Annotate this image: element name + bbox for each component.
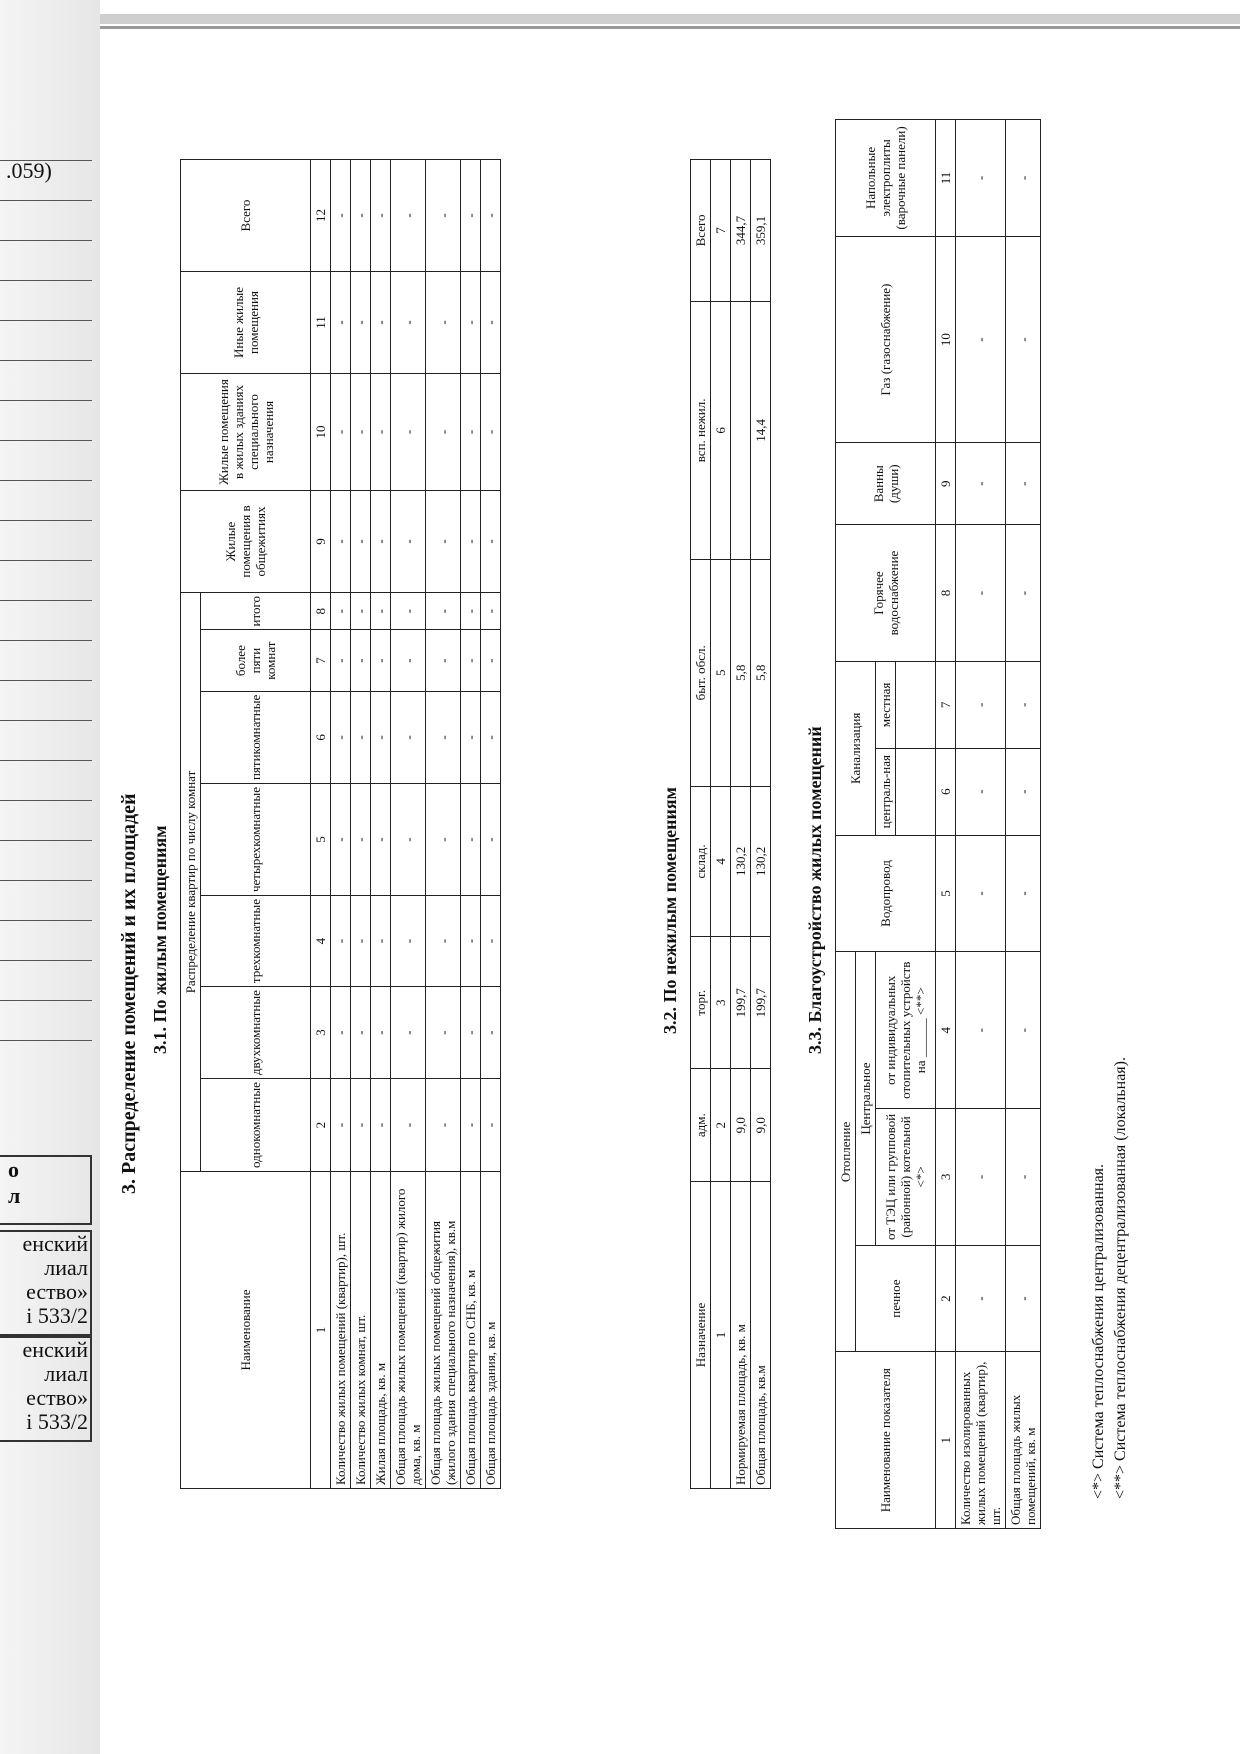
cell-value: - <box>426 784 461 896</box>
s33-h-name: Наименование показателя <box>836 1352 936 1529</box>
cell-value: - <box>461 896 481 987</box>
cell-value: - <box>461 593 481 630</box>
row-name: Общая площадь, кв.м <box>751 1182 771 1489</box>
cell-value: - <box>351 593 371 630</box>
s32-h: всп. нежил. <box>691 301 711 559</box>
row-name: Общая площадь здания, кв. м <box>481 1172 501 1489</box>
s33-table <box>835 119 1041 1529</box>
cell-value: - <box>1006 120 1041 237</box>
num: 4 <box>311 896 331 987</box>
row-name: Количество жилых помещений (квартир), шт. <box>331 1172 351 1489</box>
s33-h-water: Водопровод <box>836 835 936 952</box>
fragment-line: ество» <box>26 1279 88 1304</box>
s33-h-tec: от ТЭЦ или групповой (районной) котельной <*> <box>876 1109 936 1246</box>
s31-num-row <box>311 160 331 1489</box>
s31-col: итого <box>201 593 311 630</box>
s31-table <box>180 159 501 1489</box>
num: 1 <box>311 1172 331 1489</box>
cell-value: - <box>371 987 391 1079</box>
table-row <box>751 160 771 1489</box>
fragment-line: енский <box>22 1231 88 1256</box>
num: 4 <box>936 952 956 1109</box>
s32-h: Всего <box>691 160 711 302</box>
s33-h-el: Напольные электроплиты (варочные панели) <box>836 120 936 237</box>
num: 4 <box>711 786 731 936</box>
s32-num-row <box>711 160 731 1489</box>
row-name: Общая площадь жилых помещений, кв. м <box>1006 1352 1041 1529</box>
cell-value: - <box>461 491 481 593</box>
cell-value: 130,2 <box>751 786 771 936</box>
cell-value: - <box>371 1079 391 1172</box>
cell-value: - <box>461 784 481 896</box>
cell-value: - <box>956 120 1006 237</box>
s33-h-heating: Отопление <box>836 952 856 1352</box>
cell-value: - <box>956 443 1006 525</box>
cell-value: - <box>331 896 351 987</box>
cell-value: - <box>461 987 481 1079</box>
cell-value: - <box>391 987 426 1079</box>
cell-value: 344,7 <box>731 160 751 302</box>
num: 10 <box>936 236 956 442</box>
cell-value: - <box>461 691 481 783</box>
num: 12 <box>311 160 331 272</box>
s33-h-bath: Ванны (души) <box>836 443 936 525</box>
num: 1 <box>936 1352 956 1529</box>
cell-value: - <box>351 160 371 272</box>
num: 8 <box>311 593 331 630</box>
s33-h-indiv: от индивидуальных отопительных устройств на ______ <**> <box>876 952 936 1109</box>
cell-value <box>731 301 751 559</box>
cell-value: - <box>956 1245 1006 1352</box>
s31-col: четырехкомнатные <box>201 784 311 896</box>
s31-h-total: Всего <box>181 160 311 272</box>
cell-value: - <box>391 160 426 272</box>
cell-value: - <box>481 896 501 987</box>
cell-value: 14,4 <box>751 301 771 559</box>
cell-value: - <box>481 593 501 630</box>
table-row <box>481 160 501 1489</box>
cell-value: - <box>371 374 391 491</box>
cell-value: - <box>956 1109 1006 1246</box>
s32-table <box>690 159 771 1489</box>
s33-title: 3.3. Благоустройство жилых помещений <box>805 726 825 1054</box>
cell-value: - <box>351 374 371 491</box>
cell-value: - <box>461 272 481 374</box>
cell-value: - <box>461 160 481 272</box>
cell-value: - <box>461 1079 481 1172</box>
cell-value: - <box>481 160 501 272</box>
cell-value: 9,0 <box>731 1069 751 1182</box>
cell-value: - <box>1006 661 1041 748</box>
cell-value: - <box>371 691 391 783</box>
footnote-2: <**> Система теплоснабжения децентрализованная (локальная). <box>1112 1057 1129 1499</box>
cell-value: - <box>391 272 426 374</box>
num: 6 <box>311 691 331 783</box>
cell-value: - <box>956 236 1006 442</box>
cell-value: - <box>956 835 1006 952</box>
cell-value: - <box>956 748 1006 835</box>
cell-value: - <box>426 160 461 272</box>
row-name: Общая площадь квартир по СНБ, кв. м <box>461 1172 481 1489</box>
s33-h-central: Центральное <box>856 952 876 1245</box>
cell-value: - <box>1006 1245 1041 1352</box>
cell-value: - <box>1006 443 1041 525</box>
cell-value: - <box>351 491 371 593</box>
s32-h: торг. <box>691 937 711 1069</box>
cell-value: - <box>481 630 501 691</box>
num: 2 <box>311 1079 331 1172</box>
cell-value: - <box>351 1079 371 1172</box>
cell-value: - <box>1006 835 1041 952</box>
cell-value: 5,8 <box>731 559 751 786</box>
cell-value: - <box>1006 952 1041 1109</box>
s31-h-dorm: Жилые помещения в общежитиях <box>181 491 311 593</box>
ref-fragment: .059) <box>6 158 52 183</box>
s33-h-hot: Горячее водоснабжение <box>836 525 936 662</box>
cell-value: - <box>461 374 481 491</box>
cell-value: - <box>481 491 501 593</box>
cell-value: - <box>956 952 1006 1109</box>
table-row <box>351 160 371 1489</box>
table-row <box>391 160 426 1489</box>
cell-value: - <box>426 272 461 374</box>
row-name: Общая площадь жилых помещений общежития (жилого здания специального назначения), кв.м <box>426 1172 461 1489</box>
cell-value: - <box>331 160 351 272</box>
num: 5 <box>711 559 731 786</box>
num: 6 <box>936 748 956 835</box>
cell-value: - <box>371 593 391 630</box>
num: 3 <box>936 1109 956 1246</box>
cell-value: - <box>391 691 426 783</box>
table-row <box>461 160 481 1489</box>
s31-title: 3.1. По жилым помещениям <box>150 825 170 1054</box>
cell-value: 130,2 <box>731 786 751 936</box>
cell-value: - <box>1006 748 1041 835</box>
s33-h-sewer-l: местная <box>876 661 896 748</box>
cell-value: - <box>426 630 461 691</box>
s31-col: трехкомнатные <box>201 896 311 987</box>
num: 7 <box>311 630 331 691</box>
num: 10 <box>311 374 331 491</box>
cell-value: - <box>481 272 501 374</box>
cell-value: - <box>391 630 426 691</box>
table-row <box>1006 120 1041 1529</box>
cell-value: - <box>956 525 1006 662</box>
cell-value: - <box>371 630 391 691</box>
num: 5 <box>311 784 331 896</box>
cell-value: - <box>331 272 351 374</box>
cell-value: - <box>1006 1109 1041 1246</box>
cell-value: - <box>426 1079 461 1172</box>
cell-value: - <box>426 987 461 1079</box>
cell-value: - <box>481 374 501 491</box>
num: 6 <box>711 301 731 559</box>
num: 8 <box>936 525 956 662</box>
cell-value: - <box>426 691 461 783</box>
fragment-line: і 533/2 <box>26 1303 88 1328</box>
cell-value: - <box>426 374 461 491</box>
cell-value: - <box>481 784 501 896</box>
cell-value: - <box>351 691 371 783</box>
fragment-line: лиал <box>44 1255 88 1280</box>
s32-h: адм. <box>691 1069 711 1182</box>
cell-value: - <box>351 896 371 987</box>
cell-value: - <box>351 630 371 691</box>
cell-value: - <box>371 784 391 896</box>
cell-value: 199,7 <box>751 937 771 1069</box>
cell-value: - <box>426 896 461 987</box>
table-row <box>331 160 351 1489</box>
table-row <box>956 120 1006 1529</box>
cell-value: - <box>391 491 426 593</box>
s33-h-sewer-c: централь-ная <box>876 748 896 835</box>
s32-h: склад. <box>691 786 711 936</box>
cell-value: - <box>331 691 351 783</box>
fragment-line: і 533/2 <box>26 1409 88 1434</box>
table-row <box>731 160 751 1489</box>
footnote-1: <*> Система теплоснабжения централизованная. <box>1090 1163 1107 1499</box>
cell-value: - <box>331 593 351 630</box>
cell-value: - <box>371 160 391 272</box>
num: 3 <box>711 937 731 1069</box>
s32-h-name: Назначение <box>691 1182 711 1489</box>
cell-value: - <box>391 896 426 987</box>
cell-value: - <box>331 987 351 1079</box>
s32-h: быт. обсл. <box>691 559 711 786</box>
cell-value: - <box>391 784 426 896</box>
cell-value: - <box>426 491 461 593</box>
num: 7 <box>711 160 731 302</box>
fragment-line: лиал <box>44 1361 88 1386</box>
cell-value: - <box>331 1079 351 1172</box>
cell-value: - <box>391 374 426 491</box>
cell-value: - <box>426 593 461 630</box>
num: 11 <box>936 120 956 237</box>
cell-value: - <box>371 896 391 987</box>
cell-value: - <box>371 491 391 593</box>
cell-value: 5,8 <box>751 559 771 786</box>
fragment-line: енский <box>22 1337 88 1362</box>
s31-col: однокомнатные <box>201 1079 311 1172</box>
cell-value: - <box>371 272 391 374</box>
cell-value: - <box>391 1079 426 1172</box>
row-name: Нормируемая площадь, кв. м <box>731 1182 751 1489</box>
num: 1 <box>711 1182 731 1489</box>
cell-value: - <box>1006 525 1041 662</box>
cell-value: - <box>351 987 371 1079</box>
s31-h-group: Распределение квартир по числу комнат <box>181 593 201 1172</box>
cell-value: - <box>331 374 351 491</box>
cell-value: - <box>956 661 1006 748</box>
cell-value: - <box>1006 236 1041 442</box>
num: 9 <box>936 443 956 525</box>
fragment-line: ество» <box>26 1385 88 1410</box>
fragment-o-line2: л <box>8 1183 21 1208</box>
num: 11 <box>311 272 331 374</box>
num: 5 <box>936 835 956 952</box>
cell-value: - <box>481 691 501 783</box>
row-name: Общая площадь жилых помещений (квартир) жилого дома, кв. м <box>391 1172 426 1489</box>
cell-value: - <box>351 784 371 896</box>
row-name: Жилая площадь, кв. м <box>371 1172 391 1489</box>
num: 3 <box>311 987 331 1079</box>
cell-value: 359,1 <box>751 160 771 302</box>
row-name: Количество жилых комнат, шт. <box>351 1172 371 1489</box>
s31-col: более пяти комнат <box>201 630 311 691</box>
cell-value: - <box>331 491 351 593</box>
cell-value: - <box>461 630 481 691</box>
cell-value: - <box>351 272 371 374</box>
s31-col: двухкомнатные <box>201 987 311 1079</box>
s33-h-stove: печное <box>856 1245 936 1352</box>
s31-col: пятикомнатные <box>201 691 311 783</box>
cell-value: 199,7 <box>731 937 751 1069</box>
num: 7 <box>936 661 956 748</box>
cell-value: - <box>481 987 501 1079</box>
num: 2 <box>711 1069 731 1182</box>
s33-num-row <box>936 120 956 1529</box>
cell-value: - <box>331 784 351 896</box>
num: 9 <box>311 491 331 593</box>
section-title: 3. Распределение помещений и их площадей <box>118 793 140 1194</box>
cell-value: - <box>331 630 351 691</box>
fragment-o-line1: о <box>8 1157 19 1182</box>
table-row <box>371 160 391 1489</box>
table-row <box>426 160 461 1489</box>
s32-title: 3.2. По нежилым помещениям <box>660 787 680 1034</box>
s31-h-other: Иные жилые помещения <box>181 272 311 374</box>
s31-h-special: Жилые помещения в жилых зданиях специального назначения <box>181 374 311 491</box>
s31-h-name: Наименование <box>181 1172 311 1489</box>
s33-h-sewer: Канализация <box>836 661 876 835</box>
s33-h-gas: Газ (газоснабжение) <box>836 236 936 442</box>
cell-value: - <box>481 1079 501 1172</box>
cell-value: 9,0 <box>751 1069 771 1182</box>
num: 2 <box>936 1245 956 1352</box>
s32-header-row <box>691 160 711 1489</box>
row-name: Количество изолированных жилых помещений (квартир), шт. <box>956 1352 1006 1529</box>
cell-value: - <box>391 593 426 630</box>
